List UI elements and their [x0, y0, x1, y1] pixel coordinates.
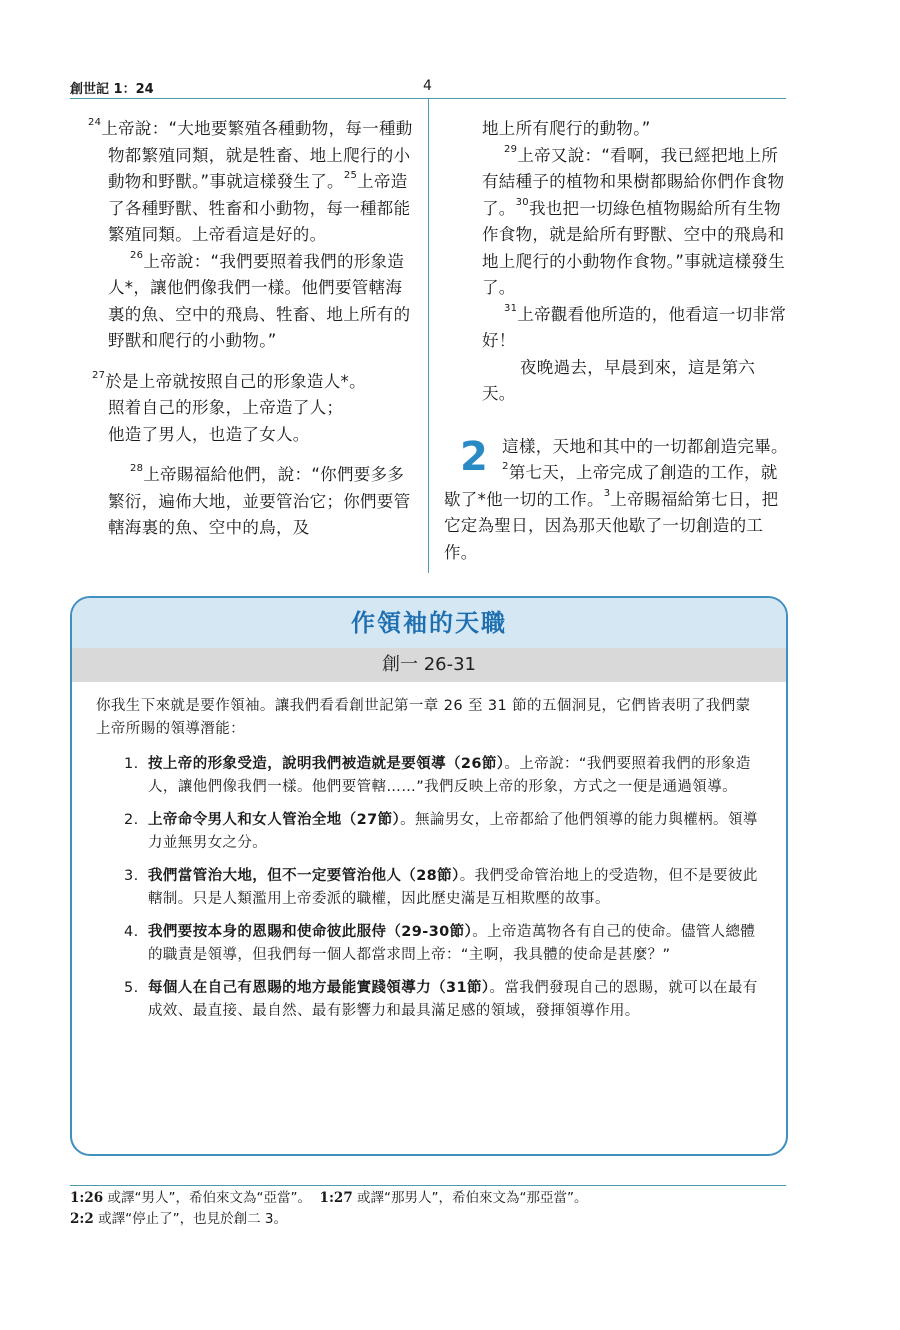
verse-28-continued: 地上所有爬行的動物。”	[482, 119, 651, 138]
right-column	[444, 116, 788, 566]
insight-list	[96, 753, 762, 1023]
verse-number: 24	[88, 117, 102, 128]
poetry-line: 他造了男人，也造了女人。	[108, 424, 310, 444]
leadership-sidebar	[70, 596, 788, 1156]
verse-text: 上帝賜福給第七日，把它定為聖日，因為那天他歇了一切創造的工作。	[444, 489, 779, 562]
verse-text: 這樣，天地和其中的一切都創造完畢。	[502, 436, 788, 456]
item-text: 。我們受命管治地上的受造物，但不是要彼此轄制。只是人類濫用上帝委派的職權，因此歷史滿是互相欺壓的故事。	[148, 868, 758, 907]
page-number: 4	[423, 78, 432, 94]
evening-morning: 夜晚過去，早晨到來，這是第六天。	[482, 357, 756, 403]
item-heading: 我們要按本身的恩賜和使命彼此服侍（29-30節）	[148, 924, 473, 940]
footnote-ref: 2:2	[70, 1211, 94, 1227]
footnote-text: 或譯“停止了”，也見於創二 3。	[98, 1211, 287, 1227]
verse-number: 28	[130, 463, 144, 474]
chapter-reference: 創世記 1：24	[70, 82, 154, 97]
verse-text: 上帝賜福給他們，說：“你們要多多繁衍，遍佈大地，並要管治它；你們要管轄海裏的魚、空中的鳥，及	[108, 465, 411, 537]
list-item	[96, 753, 762, 799]
list-item	[96, 865, 762, 911]
verse-number: 25	[343, 170, 358, 181]
item-number: 4.	[124, 924, 139, 940]
verse-number: 2	[502, 461, 509, 472]
verse-number: 27	[92, 369, 106, 381]
list-item	[96, 977, 762, 1023]
sidebar-title: 作領袖的天職	[72, 598, 786, 648]
footnote-divider	[70, 1185, 786, 1186]
item-heading: 每個人在自己有恩賜的地方最能實踐領導力（31節）	[148, 980, 490, 996]
verse-text: 上帝造了各種野獸、牲畜和小動物，每一種都能繁殖同類。上帝看這是好的。	[108, 172, 411, 244]
item-heading: 我們當管治大地，但不一定要管治他人（28節）	[148, 868, 460, 884]
verse-number: 29	[504, 143, 518, 155]
verse-number: 30	[515, 196, 529, 208]
left-column	[72, 116, 418, 542]
verse-31	[444, 302, 788, 355]
verse-29-30	[444, 143, 788, 302]
footnote-ref: 1:26	[70, 1190, 104, 1206]
verse-27-poetry	[72, 369, 418, 449]
list-item	[96, 809, 762, 855]
verse-text: 第七天，上帝完成了創造的工作，就歇了*他一切的工作。	[444, 463, 778, 509]
footnote-line	[70, 1209, 800, 1230]
footnotes	[70, 1188, 800, 1230]
verse-28	[72, 462, 418, 542]
sidebar-body	[72, 682, 786, 1023]
list-item	[96, 921, 762, 967]
footnote-text: 或譯“那男人”，希伯來文為“那亞當”。	[357, 1190, 588, 1206]
chapter-2-paragraph	[444, 434, 788, 567]
poetry-line: 照着自己的形象，上帝造了人；	[108, 398, 344, 417]
footnote-line	[70, 1188, 800, 1209]
verse-number: 26	[130, 249, 144, 261]
item-number: 1.	[124, 756, 139, 772]
verse-text: 我也把一切綠色植物賜給所有生物作食物，就是給所有野獸、空中的飛鳥和地上爬行的小動物作食物。”事就這樣發生了。	[482, 198, 785, 297]
verse-24-25	[72, 116, 418, 249]
chapter-number: 2	[460, 433, 489, 480]
item-heading: 按上帝的形象受造，說明我們被造就是要領導（26節）	[148, 756, 505, 772]
footnote-ref: 1:27	[319, 1190, 353, 1206]
page-header	[70, 78, 786, 98]
footnote-text: 或譯“男人”，希伯來文為“亞當”。	[107, 1190, 311, 1206]
verse-26	[72, 249, 418, 355]
verse-number: 31	[504, 302, 518, 314]
item-text: 。當我們發現自己的恩賜，就可以在最有成效、最直接、最自然、最有影響力和最具滿足感的領域，發揮領導作用。	[148, 980, 758, 1019]
item-text: 。上帝造萬物各有自己的使命。儘管人總體的職責是領導，但我們每一個人都當求問上帝：“主啊，我具體的使命是甚麼？”	[148, 924, 756, 963]
item-text: 。上帝說：“我們要照着我們的形象造人，讓他們像我們一樣。他們要管轄……”我們反映上帝的形象，方式之一便是通過領導。	[148, 756, 751, 795]
column-divider	[428, 99, 429, 573]
verse-text: 上帝說：“大地要繁殖各種動物，每一種動物都繁殖同類，就是牲畜、地上爬行的小動物和野獸。”事就這樣發生了。	[101, 119, 413, 191]
item-number: 3.	[124, 868, 139, 884]
sidebar-subtitle: 創一 26-31	[72, 648, 786, 682]
item-number: 5.	[124, 980, 139, 996]
verse-number: 3	[603, 487, 611, 499]
item-number: 2.	[124, 812, 139, 828]
item-heading: 上帝命令男人和女人管治全地（27節）	[148, 812, 401, 828]
poetry-line: $^{27}$於是上帝就按照自己的形象造人*。	[92, 369, 366, 391]
verse-text: 上帝說：“我們要照着我們的形象造人*，讓他們像我們一樣。他們要管轄海裏的魚、空中的飛鳥、牲畜、地上所有的野獸和爬行的小動物。”	[108, 251, 411, 350]
sidebar-intro: 你我生下來就是要作領袖。讓我們看看創世記第一章 26 至 31 節的五個洞見，它們皆表明了我們蒙上帝所賜的領導潛能：	[96, 698, 751, 737]
item-text: 。無論男女，上帝都給了他們領導的能力與權柄。領導力並無男女之分。	[148, 812, 758, 851]
verse-text: 上帝又說：“看啊，我已經把地上所有結種子的植物和果樹都賜給你們作食物了。	[482, 145, 785, 218]
verse-text: 上帝觀看他所造的，他看這一切非常好！	[482, 304, 787, 350]
